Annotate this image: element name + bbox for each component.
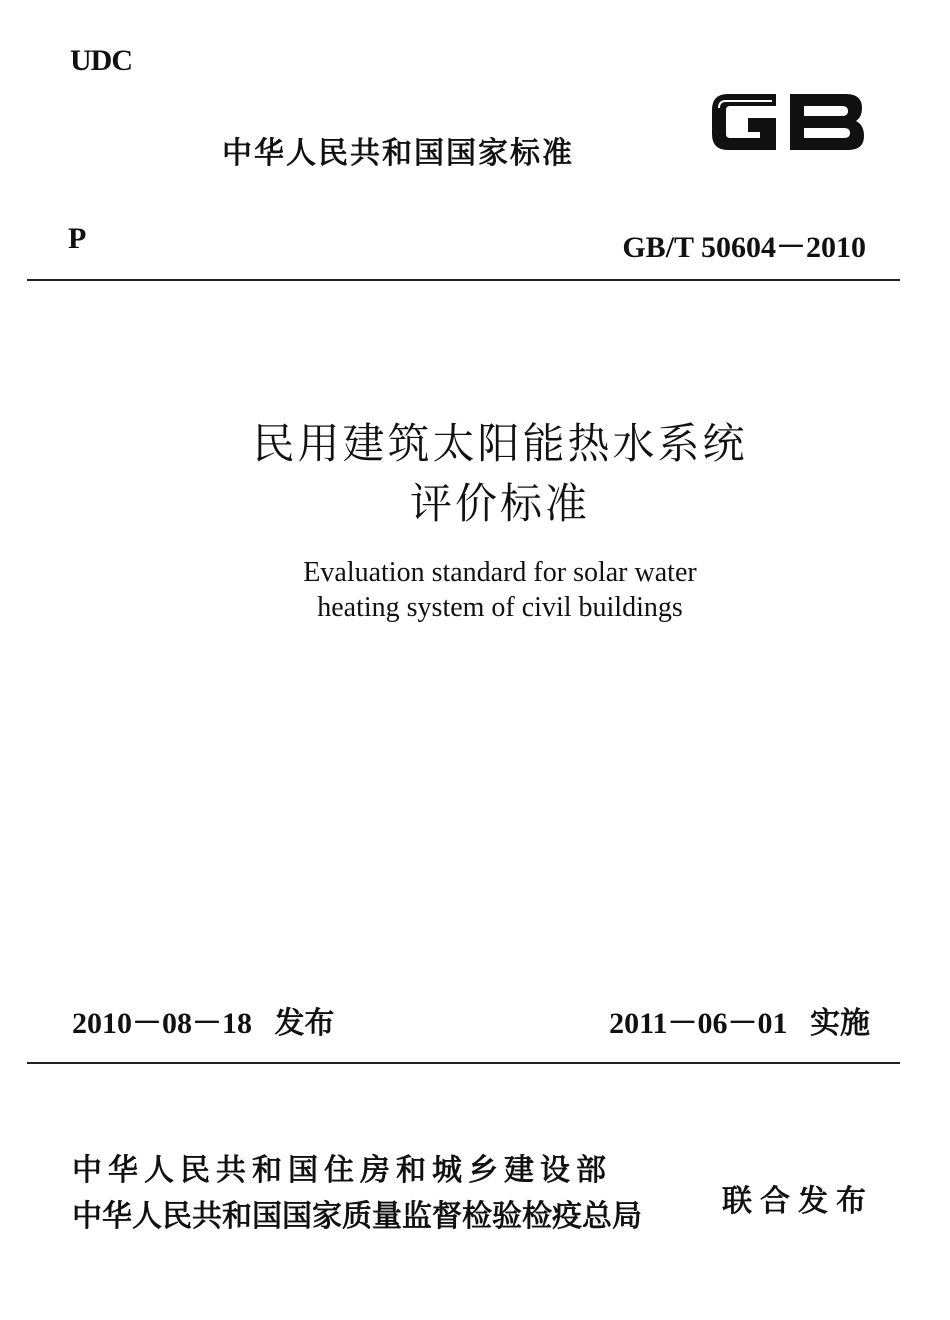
english-title <box>0 555 950 625</box>
chinese-title <box>0 414 950 534</box>
chinese-title-line-2: 评价标准 <box>409 479 590 528</box>
chinese-title-line-1: 民用建筑太阳能热水系统 <box>252 419 748 468</box>
bottom-divider <box>27 1062 900 1064</box>
national-standard-heading: 中华人民共和国国家标准 <box>222 136 574 171</box>
effective-date: 2011－06－01 实施 <box>609 1007 870 1040</box>
udc-label: UDC <box>70 44 132 77</box>
standard-number: GB/T 50604－2010 <box>622 231 866 264</box>
issue-date: 2010－08－18 发布 <box>72 1007 335 1040</box>
issuing-authorities <box>72 1148 642 1240</box>
top-divider <box>27 279 900 281</box>
category-code: P <box>68 222 87 255</box>
issuer-line-2: 中华人民共和国国家质量监督检验检疫总局 <box>72 1199 642 1234</box>
english-title-line-2: heating system of civil buildings <box>317 592 683 623</box>
issuer-line-1: 中华人民共和国住房和城乡建设部 <box>72 1153 612 1188</box>
gb-logo <box>706 84 868 160</box>
joint-issue-label: 联合发布 <box>722 1184 874 1219</box>
english-title-line-1: Evaluation standard for solar water <box>303 557 697 588</box>
